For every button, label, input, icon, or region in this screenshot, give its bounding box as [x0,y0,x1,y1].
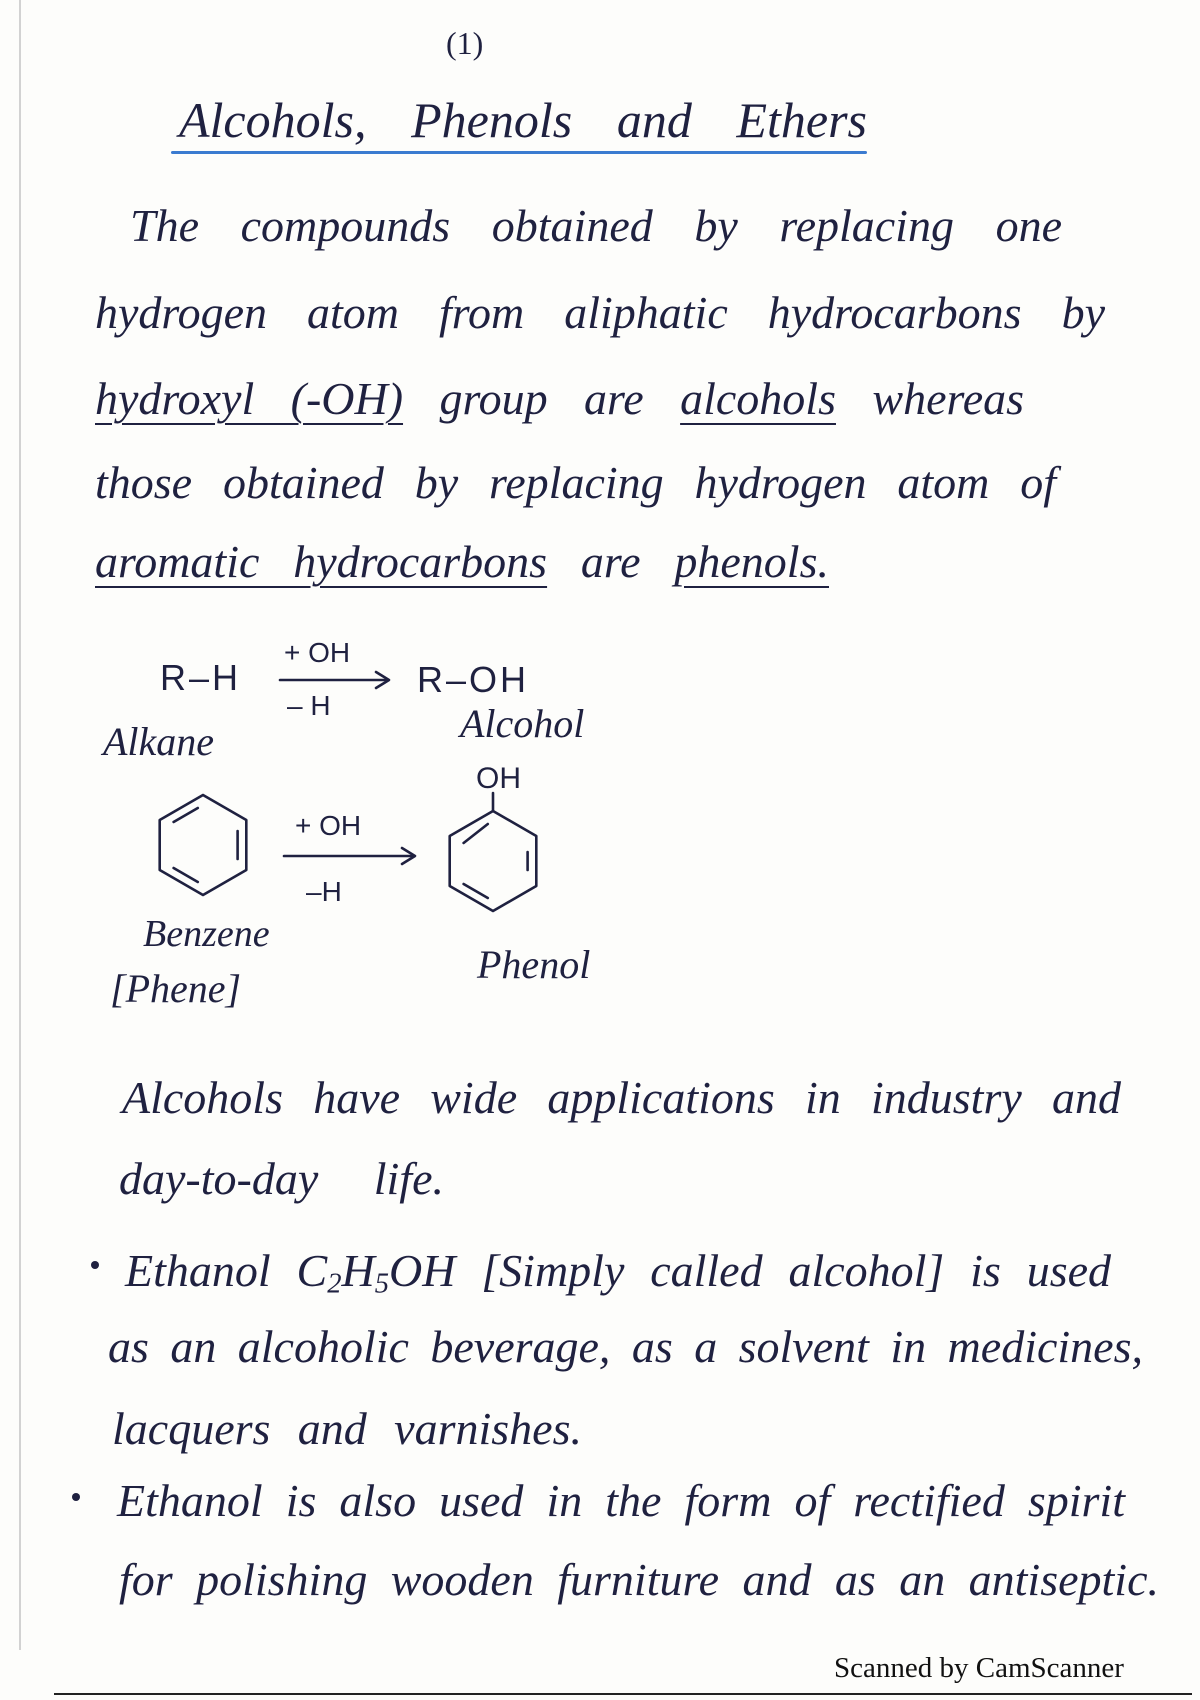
arrow-head [402,848,415,864]
bullet-text: for polishing wooden furniture and as an antiseptic. [119,1554,1159,1605]
arrow-head [376,672,389,688]
footer-rule [54,1693,1192,1695]
bullet-2-line-1 [117,1475,1125,1526]
phenol-ring-icon [450,793,537,911]
reagent-below-arrow: –H [306,876,342,907]
ethanol-formula [296,1245,456,1300]
applications-line-2 [119,1153,444,1204]
phene-label: [Phene] [110,966,242,1011]
intro-text: group are [439,373,644,424]
phenol-hexagon [450,811,537,911]
reagent-below-arrow: – H [287,690,331,721]
alkane-label: Alkane [103,719,215,764]
underlined-term-hydroxyl: hydroxyl (-OH) [95,373,404,424]
bullet-dot [91,1261,99,1269]
alkane-formula: R–H [160,657,242,698]
double-bond-line [174,868,198,882]
bullet-note: [Simply called alcohol] [481,1245,945,1296]
benzene-label: Benzene [143,913,270,955]
applications-line-1 [122,1072,1121,1123]
alcohol-label: Alcohol [460,701,585,746]
benzene-reaction-arrow [284,848,415,864]
bullet-dot [72,1493,80,1501]
double-bond-line [464,884,488,898]
intro-line-4 [95,457,1056,508]
alkane-reaction-arrow [280,672,389,688]
alcohol-formula: R–OH [417,659,530,700]
bullet-text: Ethanol is also used in the form of rectified spirit [117,1475,1125,1526]
intro-line-1 [130,200,1062,251]
bullet-2-line-2 [119,1554,1159,1605]
formula-part: H [341,1245,375,1296]
intro-text: whereas [872,373,1025,424]
bullet-1-line-1 [125,1245,1112,1300]
double-bond-line [464,824,488,843]
underlined-term-phenols: phenols. [674,536,829,587]
scanner-watermark: Scanned by CamScanner [834,1652,1124,1684]
bullet-text: as an alcoholic beverage, as a solvent in medicines, [108,1321,1143,1372]
intro-text: The compounds obtained by replacing one [130,200,1062,251]
applications-text: day-to-day life. [119,1153,444,1204]
double-bond-line [174,808,198,822]
title-underline [171,151,867,154]
intro-line-2 [95,287,1105,338]
applications-text: Alcohols have wide applications in industry and [122,1072,1121,1123]
bullet-text: is used [970,1245,1112,1296]
intro-line-3 [95,373,1025,424]
reagent-above-arrow: + OH [284,637,351,668]
page-number: (1) [446,25,484,61]
page-title: Alcohols, Phenols and Ethers [179,92,867,148]
intro-text: hydrogen atom from aliphatic hydrocarbons by [95,287,1105,338]
bullet-text: lacquers and varnishes. [112,1403,582,1454]
underlined-term-alcohols: alcohols [680,373,836,424]
formula-part: OH [388,1245,456,1296]
intro-line-5 [95,536,829,587]
formula-part: C [296,1245,328,1296]
benzene-ring-icon [160,795,247,895]
bullet-1-line-2 [108,1321,1143,1372]
phenol-oh-substituent: OH [476,762,521,795]
reagent-above-arrow: + OH [295,810,362,841]
benzene-hexagon [160,795,247,895]
phenol-label: Phenol [477,942,591,987]
intro-text: those obtained by replacing hydrogen atom of [95,457,1056,508]
intro-text: are [580,536,641,587]
formula-subscript: 2 [327,1268,342,1300]
page-margin-line [19,0,21,1650]
bullet-lead: Ethanol [125,1245,271,1296]
formula-subscript: 5 [374,1268,389,1300]
underlined-term-aromatic-hydrocarbons: aromatic hydrocarbons [95,536,548,587]
bullet-1-line-3 [112,1403,582,1454]
